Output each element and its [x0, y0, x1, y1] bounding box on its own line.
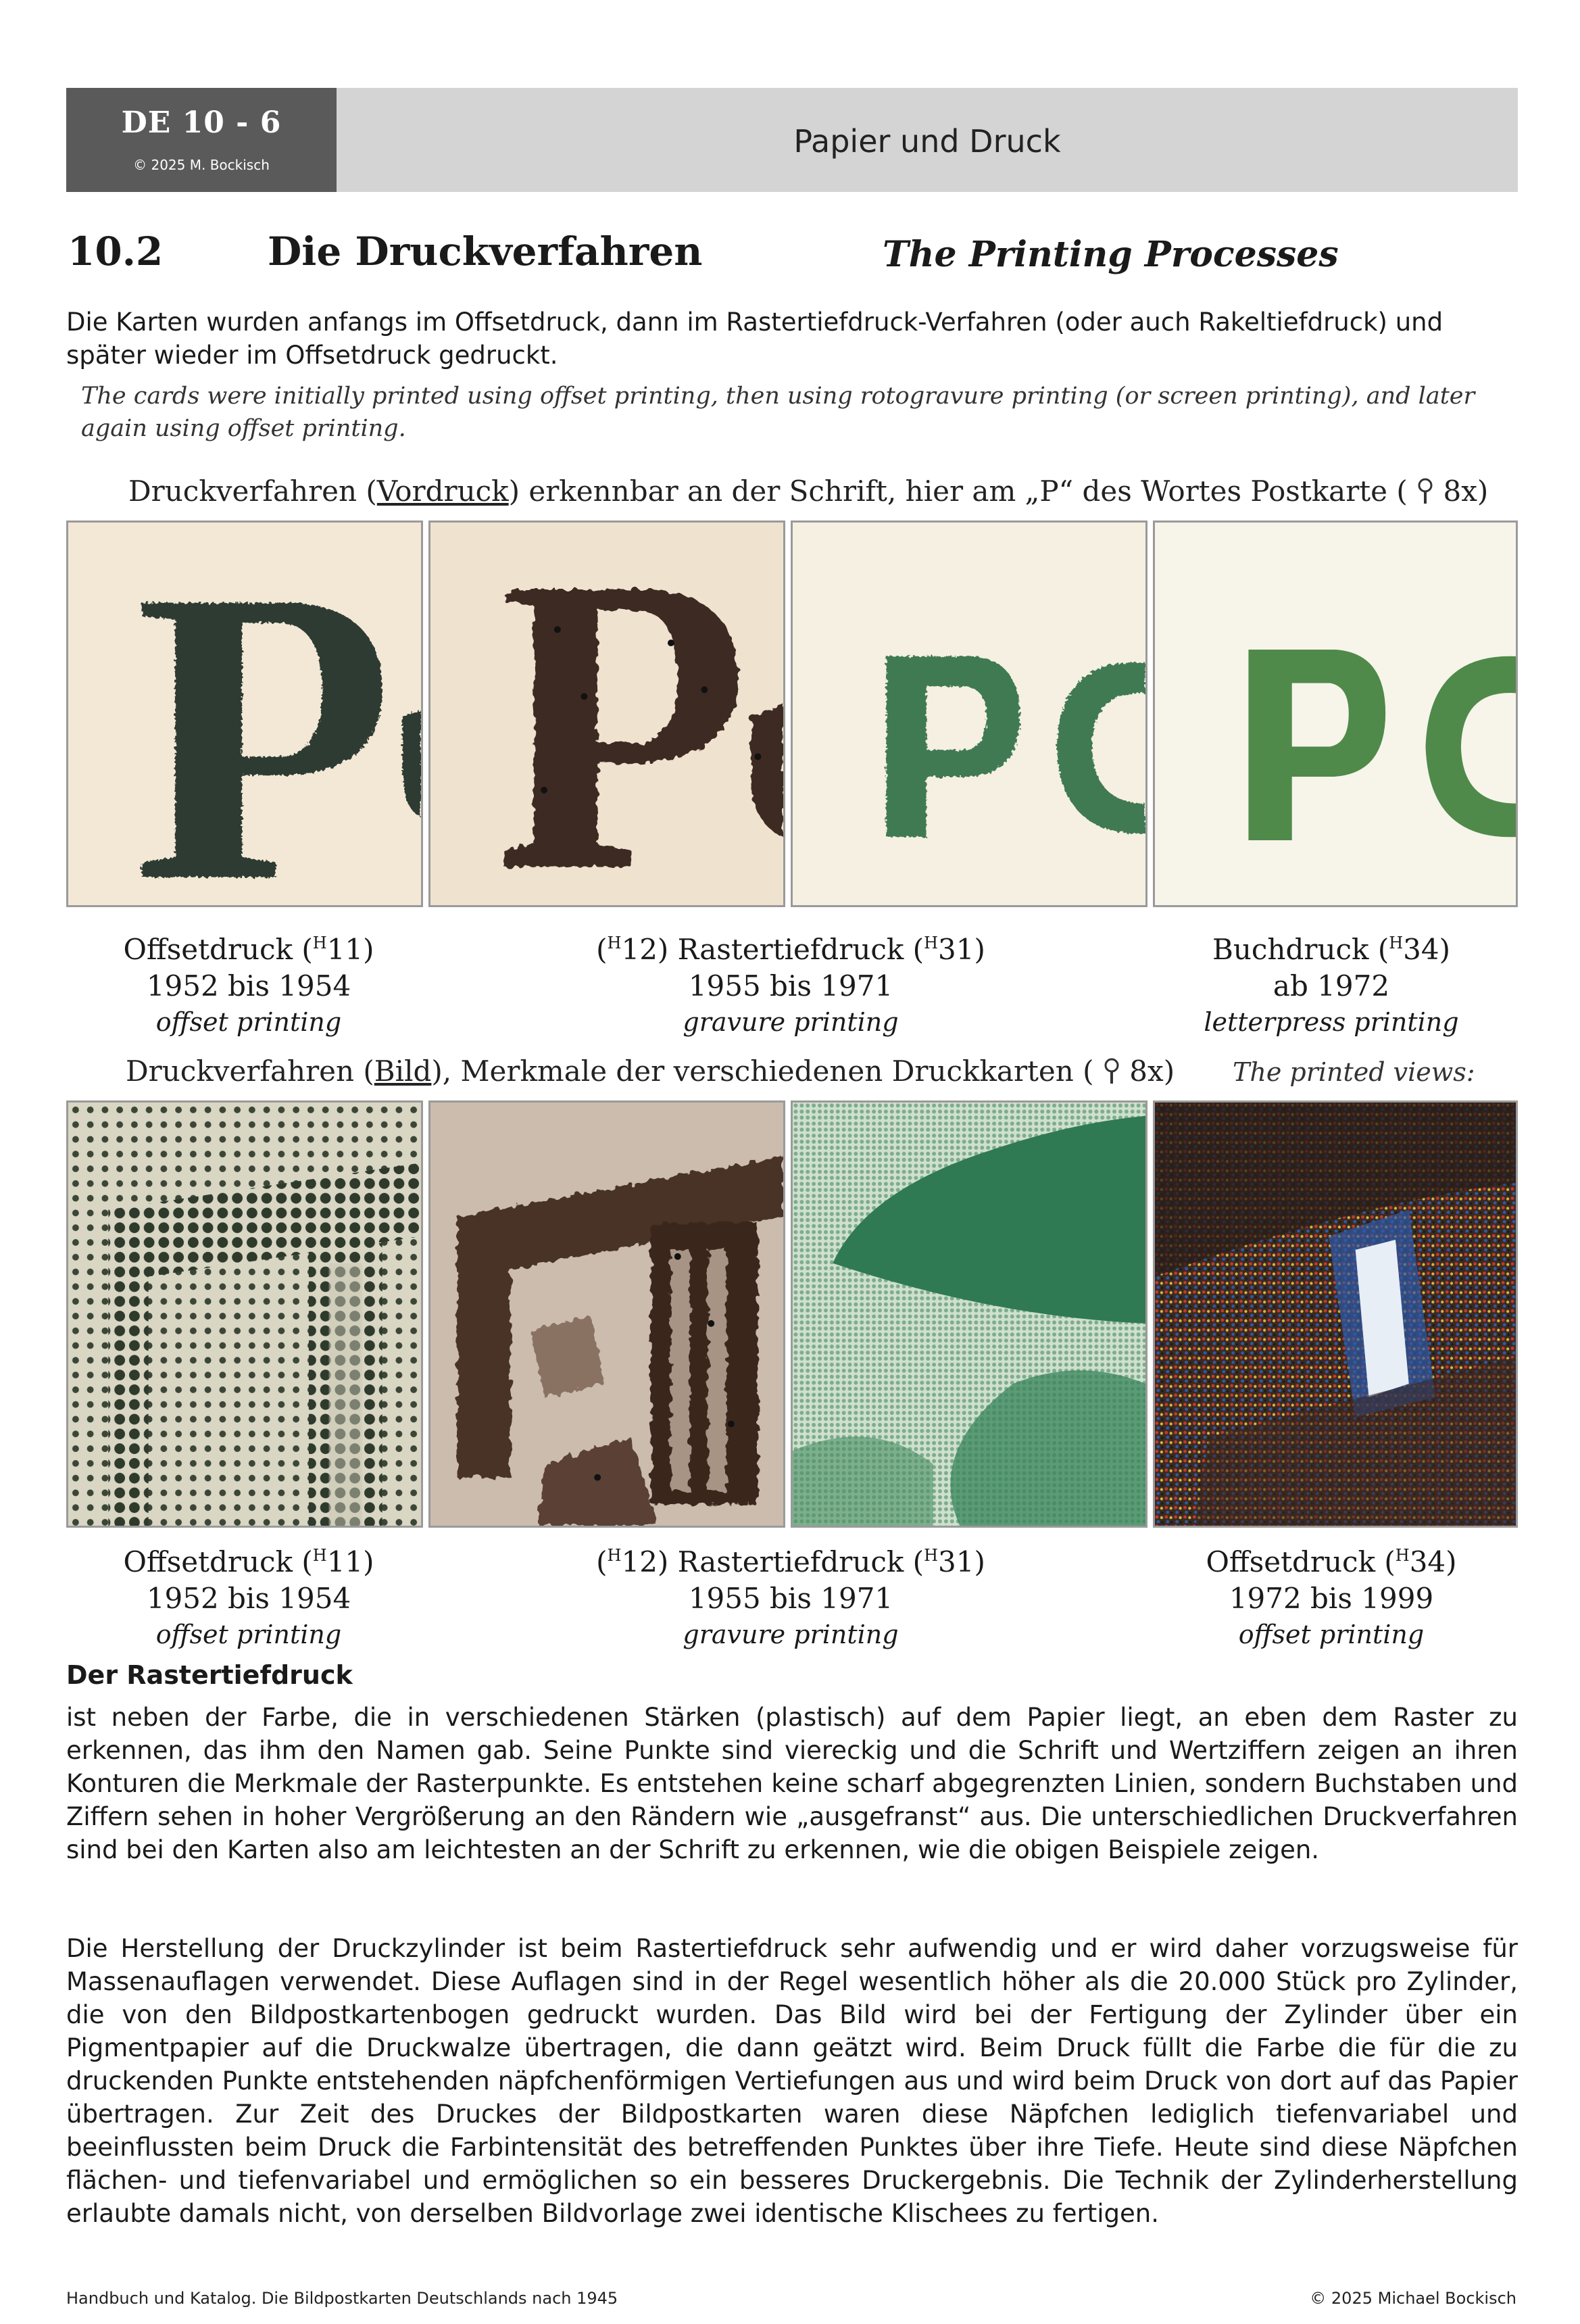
panel-gravure-image [428, 1100, 785, 1528]
row2-caption-offset: Offsetdruck ($^H$11) 1952 bis 1954 offset printing [123, 1545, 374, 1649]
underlined-term: Vordruck [376, 475, 509, 508]
row2-caption-offset-late: Offsetdruck ($^H$34) 1972 bis 1999 offset printing [1206, 1545, 1457, 1649]
row2-caption: Druckverfahren (Bild), Merkmale der verschiedenen Druckkarten ( 8x) [126, 1055, 1175, 1092]
intro-text-en: The cards were initially printed using offset printing, then using rotogravure printing (or screen printing), and later again using offset printing. [81, 383, 1475, 442]
printed-views-note: The printed views: [1233, 1057, 1475, 1087]
panel-cmyk-image [1153, 1100, 1518, 1528]
intro-text-de: Die Karten wurden anfangs im Offsetdruck, dann im Rastertiefdruck-Verfahren (oder auch Rakeltiefdruck) und später wieder im Offsetdruck gedruckt. [66, 308, 1443, 370]
footer-book-title: Handbuch und Katalog. Die Bildpostkarten Deutschlands nach 1945 [66, 2289, 618, 2308]
header-bar [337, 88, 1518, 192]
panel-offset-image [66, 1100, 423, 1528]
section-number: 10.2 [68, 228, 164, 274]
panel-green-image [791, 1100, 1147, 1528]
panel-offset-letter [66, 521, 423, 907]
row1-caption-offset: Offsetdruck ($^H$11) 1952 bis 1954 offset printing [123, 933, 374, 1037]
header-copyright: © 2025 M. Bockisch [133, 157, 270, 173]
row1-caption-letterpress: Buchdruck ($^H$34) ab 1972 letterpress printing [1204, 933, 1459, 1037]
underlined-term: Bild [374, 1055, 432, 1088]
magnifier-icon [1103, 1058, 1120, 1092]
panel-gravure-letter [428, 521, 785, 907]
section-title-en: The Printing Processes [883, 234, 1339, 275]
panel-green-letter [791, 521, 1147, 907]
section-title-de: Die Druckverfahren [268, 228, 703, 274]
panel-letterpress-letter [1153, 521, 1518, 907]
page-code: DE 10 - 6 [121, 105, 282, 140]
subsection-title: Der Rastertiefdruck [66, 1660, 353, 1690]
row2-caption-gravure: ($^H$12) Rastertiefdruck ($^H$31) 1955 bis 1971 gravure printing [596, 1545, 985, 1649]
paragraph-1: ist neben der Farbe, die in verschiedenen Stärken (plastisch) auf dem Papier liegt, an eben dem Raster zu erkennen, das ihm den Namen gab. Seine Punkte sind viereckig und die Schrift und Wertziffern zeigen an ihren Konturen die Merkmale der Rasterpunkte. Es entstehen keine scharf abgegrenzten Linien, sondern Buchstaben und Ziffern sehen in hoher Vergrößerung an den Rändern wie „ausgefranst“ aus. Die unterschiedlichen Druckverfahren sind bei den Karten also am leichtesten an der Schrift zu erkennen, wie die obigen Beispiele zeigen. [66, 1703, 1518, 1864]
paragraph-2: Die Herstellung der Druckzylinder ist beim Rastertiefdruck sehr aufwendig und er wird daher vorzugsweise für Massenauflagen verwendet. Diese Auflagen sind in der Regel wesentlich höher als die 20.000 Stück pro Zylinder, die von den Bildpostkartenbogen gedruckt wurden. Das Bild wird bei der Fertigung der Zylinder über ein Pigmentpapier auf die Druckwalze übertragen, die dann geätzt wird. Beim Druck füllt die Farbe die für die zu druckenden Punkte entstehenden näpfchenförmigen Vertiefungen aus und wird beim Druck von dort auf das Papier übertragen. Zur Zeit des Druckes der Bildpostkarten waren diese Näpfchen lediglich tiefenvariabel und beeinflussten beim Druck die Farbintensität des betreffenden Punktes über ihre Tiefe. Heute sind diese Näpfchen flächen- und tiefenvariabel und ermöglichen so ein besseres Druckergebnis. Die Technik der Zylinderherstellung erlaubte damals nicht, von derselben Bildvorlage zwei identische Klischees zu fertigen. [66, 1934, 1518, 2228]
header-badge [66, 88, 337, 192]
chapter-title: Papier und Druck [793, 123, 1061, 160]
footer-copyright: © 2025 Michael Bockisch [1310, 2289, 1516, 2308]
row1-caption-gravure: ($^H$12) Rastertiefdruck ($^H$31) 1955 bis 1971 gravure printing [596, 933, 985, 1037]
magnifier-icon [1416, 478, 1434, 512]
row1-caption: Druckverfahren (Vordruck) erkennbar an der Schrift, hier am „P“ des Wortes Postkarte ( 8x) [128, 475, 1488, 512]
